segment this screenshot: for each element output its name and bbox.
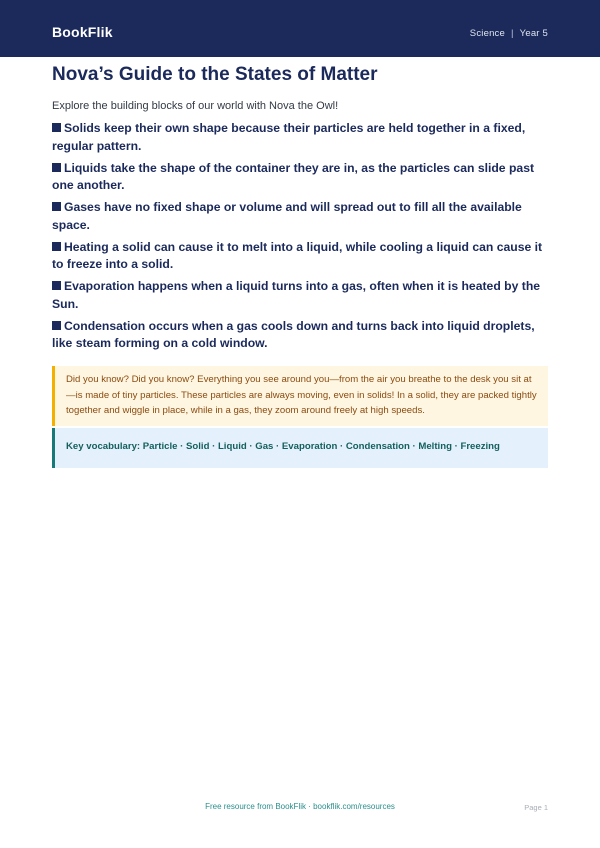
fact-item bbox=[52, 239, 550, 274]
fact-item bbox=[52, 278, 550, 313]
square-bullet-icon bbox=[52, 202, 61, 211]
fact-item bbox=[52, 318, 550, 353]
square-bullet-icon bbox=[52, 123, 61, 132]
fact-item bbox=[52, 120, 550, 155]
did-you-know-callout bbox=[52, 366, 548, 426]
fact-item bbox=[52, 160, 550, 195]
key-vocabulary-text: Key vocabulary: Particle · Solid · Liquid · Gas · Evaporation · Condensation · Melting · Freezing bbox=[66, 441, 500, 452]
square-bullet-icon bbox=[52, 163, 61, 172]
subject-grade-breadcrumb bbox=[470, 28, 548, 39]
page-title: Nova’s Guide to the States of Matter bbox=[52, 64, 378, 85]
fact-text: Gases have no fixed shape or volume and will spread out to fill all the available space. bbox=[52, 200, 522, 232]
fact-text: Heating a solid can cause it to melt into a liquid, while cooling a liquid can cause it to freeze into a solid. bbox=[52, 239, 543, 271]
facts-list bbox=[52, 120, 550, 357]
fact-text: Solids keep their own shape because their particles are held together in a fixed, regular pattern. bbox=[52, 121, 526, 153]
intro-text: Explore the building blocks of our world with Nova the Owl! bbox=[52, 100, 339, 112]
key-vocabulary-box bbox=[52, 428, 548, 468]
fact-text: Condensation occurs when a gas cools down and turns back into liquid droplets, like steam forming on a cold window. bbox=[52, 318, 535, 350]
subject-label: Science bbox=[469, 28, 505, 39]
grade-label: Year 5 bbox=[519, 28, 548, 39]
top-header-bar bbox=[0, 0, 600, 57]
square-bullet-icon bbox=[52, 321, 61, 330]
brand-logo-text[interactable]: BookFlik bbox=[52, 24, 113, 40]
square-bullet-icon bbox=[52, 242, 61, 251]
did-you-know-text: Did you know? Did you know? Everything you see around you—from the air you breathe to the desk you sit at—is made of tiny particles. These particles are always moving, even in solids! In a solid, they are packed tightly together and wiggle in place, while in a gas, they zoom around freely at high speeds. bbox=[66, 374, 537, 416]
square-bullet-icon bbox=[52, 281, 61, 290]
page-number: Page 1 bbox=[524, 803, 548, 812]
fact-text: Liquids take the shape of the container they are in, as the particles can slide past one another. bbox=[52, 160, 535, 192]
breadcrumb-separator: | bbox=[511, 28, 514, 39]
footer-resource-link[interactable]: Free resource from BookFlik · bookflik.com/resources bbox=[205, 802, 395, 811]
fact-text: Evaporation happens when a liquid turns into a gas, often when it is heated by the Sun. bbox=[52, 279, 541, 311]
fact-item bbox=[52, 199, 550, 234]
